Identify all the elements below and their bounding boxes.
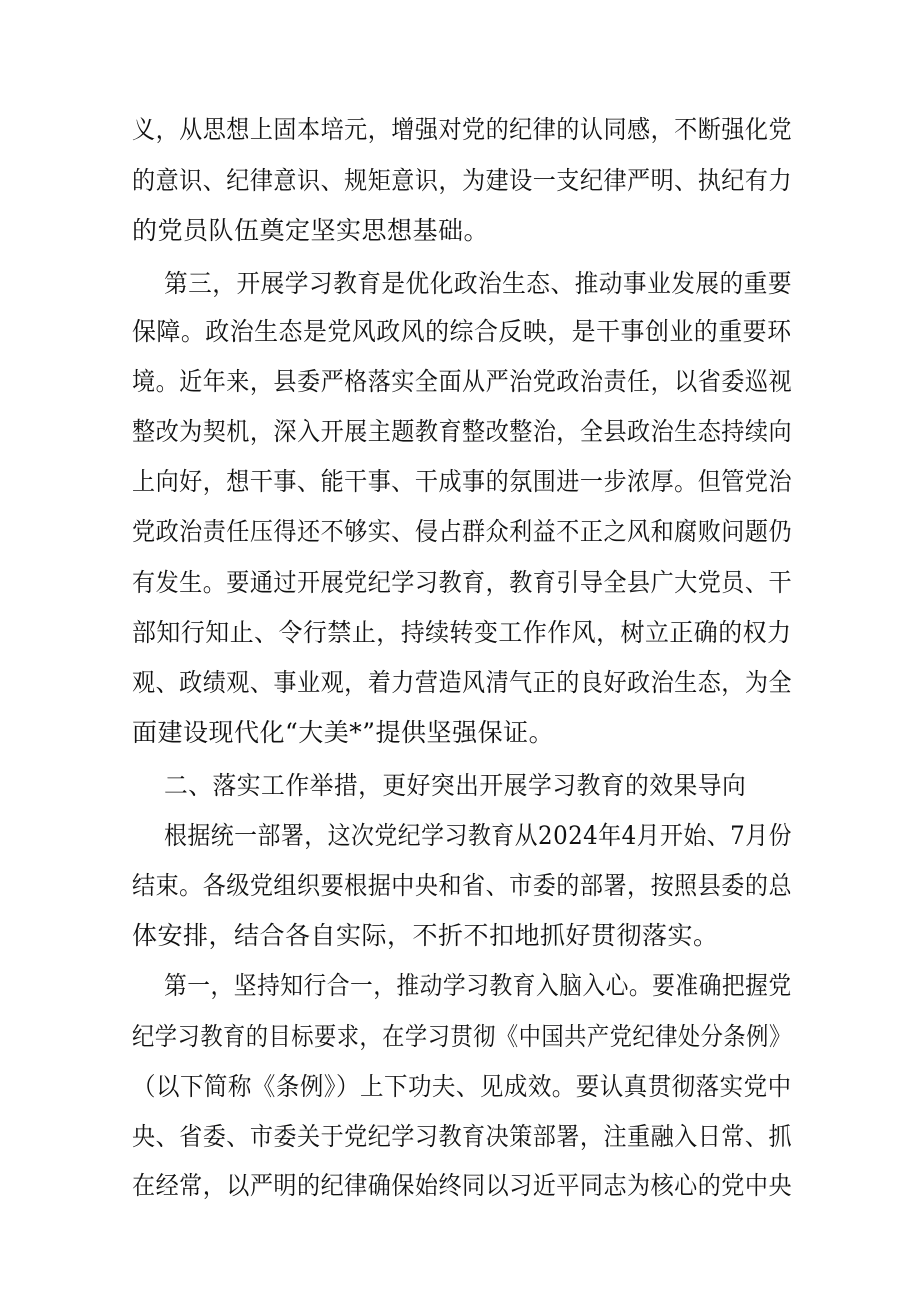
section-heading: 二、落实工作举措，更好突出开展学习教育的效果导向 <box>164 771 747 800</box>
text-line: 保障。政治生态是党风政风的综合反映，是干事创业的重要环 <box>132 317 792 346</box>
text-line: 的意识、纪律意识、规矩意识，为建设一支纪律严明、执纪有力 <box>132 166 793 195</box>
text-line: 央、省委、市委关于党纪学习教育决策部署，注重融入日常、抓 <box>132 1122 793 1151</box>
text-line: 义，从思想上固本培元，增强对党的纪律的认同感，不断强化党 <box>132 115 793 144</box>
paragraph-start-line: 根据统一部署，这次党纪学习教育从2024年4月开始、7月份 <box>164 821 792 850</box>
text-line: 结束。各级党组织要根据中央和省、市委的部署，按照县委的总 <box>132 871 793 900</box>
text-line: 在经常，以严明的纪律确保始终同以习近平同志为核心的党中央 <box>132 1171 793 1200</box>
text-line: 体安排，结合各自实际，不折不扣地抓好贯彻落实。 <box>132 921 719 950</box>
text-line: 整改为契机，深入开展主题教育整改整治，全县政治生态持续向 <box>132 417 793 446</box>
paragraph-start-line: 第一，坚持知行合一，推动学习教育入脑入心。要准确把握党 <box>164 971 792 1000</box>
text-line: 部知行知止、令行禁止，持续转变工作作风，树立正确的权力 <box>132 618 792 647</box>
text-line: 面建设现代化“大美*”提供坚强保证。 <box>132 718 555 747</box>
paragraph-start-line: 第三，开展学习教育是优化政治生态、推动事业发展的重要 <box>164 269 793 298</box>
text-line: 党政治责任压得还不够实、侵占群众利益不正之风和腐败问题仍 <box>132 517 793 546</box>
text-line: 的党员队伍奠定坚实思想基础。 <box>132 216 490 245</box>
text-line: 纪学习教育的目标要求，在学习贯彻《中国共产党纪律处分条例》 <box>132 1022 792 1051</box>
text-line: 境。近年来，县委严格落实全面从严治党政治责任，以省委巡视 <box>132 367 793 396</box>
text-line: 观、政绩观、事业观，着力营造风清气正的良好政治生态，为全 <box>132 668 793 697</box>
text-line: 有发生。要通过开展党纪学习教育，教育引导全县广大党员、干 <box>132 568 793 597</box>
text-line: （以下简称《条例》）上下功夫、见成效。要认真贯彻落实党中 <box>132 1072 792 1101</box>
text-line: 上向好，想干事、能干事、干成事的氛围进一步浓厚。但管党治 <box>132 467 793 496</box>
